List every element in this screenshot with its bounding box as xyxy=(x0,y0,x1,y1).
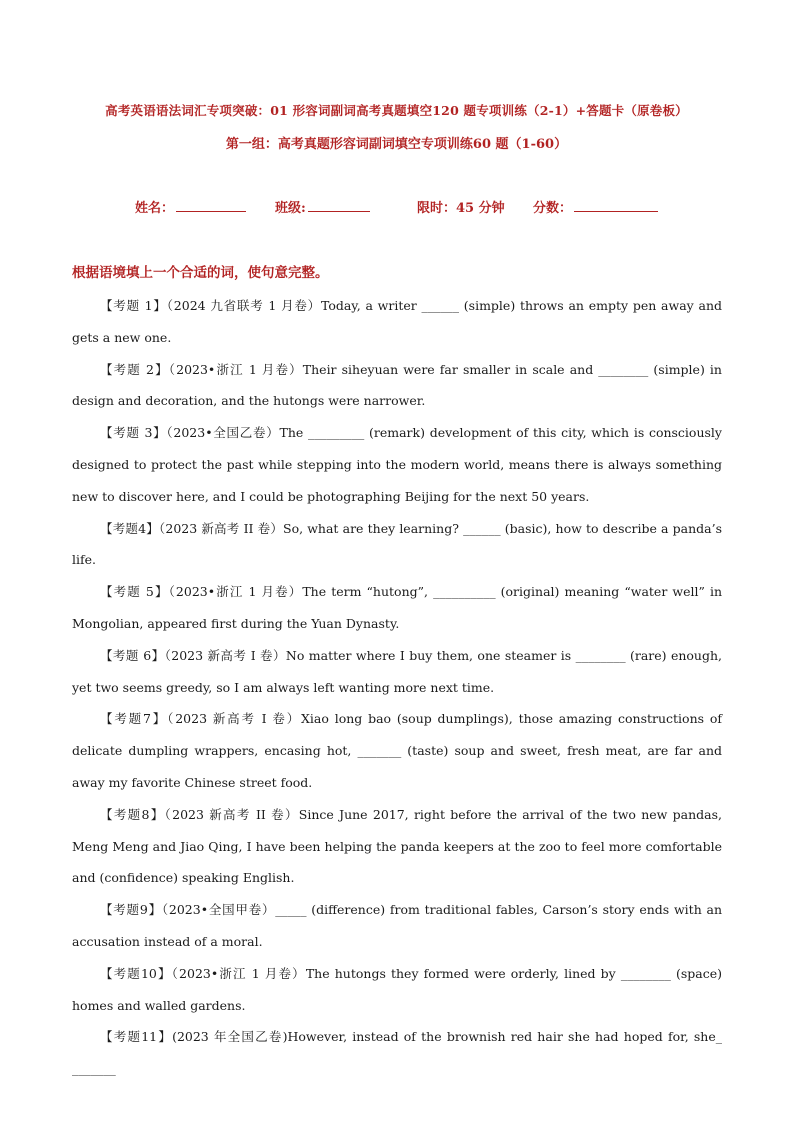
question-number: 【考题7】 xyxy=(100,711,168,727)
question-text: （2023•浙江 1 月卷）The term “hutong”, __________ (original) meaning “water well” in Mongolian, appeared first during the Yuan Dynasty. xyxy=(72,584,722,631)
question-text: （2023 新高考 II 卷）So, what are they learning? ______ (basic), how to describe a panda’s life. xyxy=(72,520,723,568)
student-info-row xyxy=(0,197,793,219)
question-number: 【考题 6】 xyxy=(100,647,165,663)
question-number: 【考题9】 xyxy=(100,902,162,918)
question-number: 【考题 1】 xyxy=(100,298,167,313)
question-number: 【考题8】 xyxy=(100,806,165,822)
question-text: （2023 新高考 II 卷）Since June 2017, right before the arrival of the two new pandas, Meng Meng and Jiao Qing, I have been helping the panda keepers at the zoo to feel more comfortable and (confidence) speaking English. xyxy=(72,806,723,886)
document-title: 高考英语语法词汇专项突破：01 形容词副词高考真题填空120 题专项训练（2-1）+答题卡（原卷板） xyxy=(105,103,688,118)
question-text: （2023•浙江 1 月卷）Their siheyuan were far smaller in scale and ________ (simple) in design and decoration, and the hutongs were narrower. xyxy=(72,361,722,409)
question-item xyxy=(72,894,722,958)
instruction-text: 根据语境填上一个合适的词，使句意完整。 xyxy=(72,265,329,281)
question-text: （2023 新高考 I 卷）No matter where I buy them, one steamer is ________ (rare) enough, yet two seems greedy, so I am always left wanting more next time. xyxy=(72,647,722,695)
question-number: 【考题 3】 xyxy=(100,425,167,441)
question-item xyxy=(72,640,722,704)
question-text: （2023•全国乙卷）The _________ (remark) development of this city, which is consciously designed to protect the past while stepping into the modern world, means there is always something new to discover here, and I could be photographing Beijing for the next 50 years. xyxy=(72,425,722,504)
question-item xyxy=(72,1021,722,1085)
document-subtitle: 第一组：高考真题形容词副词填空专项训练60 题（1-60） xyxy=(225,137,568,152)
score-label: 分数： xyxy=(533,201,573,216)
class-blank xyxy=(308,197,370,212)
question-list xyxy=(72,290,722,1085)
question-item xyxy=(72,513,722,577)
question-item xyxy=(72,703,722,798)
time-limit: 限时：45 分钟 xyxy=(417,201,505,216)
question-number: 【考题4】 xyxy=(100,520,159,536)
name-field xyxy=(135,197,246,216)
question-text: （2023•全国甲卷）_____ (difference) from traditional fables, Carson’s story ends with an accusation instead of a moral. xyxy=(72,902,722,949)
question-item xyxy=(72,799,722,894)
question-number: 【考题 5】 xyxy=(100,584,169,600)
question-item xyxy=(72,290,722,354)
question-number: 【考题11】 xyxy=(100,1029,173,1045)
question-number: 【考题10】 xyxy=(100,965,172,981)
class-field xyxy=(275,197,370,216)
question-item xyxy=(72,354,722,418)
question-item xyxy=(72,417,722,512)
question-text: （2023•浙江 1 月卷）The hutongs they formed were orderly, lined by ________ (space) homes and walled gardens. xyxy=(72,965,722,1013)
score-blank xyxy=(574,197,658,212)
question-item xyxy=(72,958,722,1022)
score-field xyxy=(533,197,658,216)
question-text: （2023 新高考 I 卷）Xiao long bao (soup dumplings), those amazing constructions of delicate dumpling wrappers, encasing hot, _______ (taste) soup and sweet, fresh meat, are far and away my favorite Chinese street food. xyxy=(72,711,723,790)
question-text: (2023 年全国乙卷)However, instead of the brownish red hair she had hoped for, she_ _______ xyxy=(72,1029,722,1077)
name-label: 姓名： xyxy=(135,201,175,216)
class-label: 班级: xyxy=(275,201,306,216)
question-text: （2024 九省联考 1 月卷）Today, a writer ______ (simple) throws an empty pen away and gets a new one. xyxy=(72,298,722,345)
question-item xyxy=(72,576,722,640)
question-number: 【考题 2】 xyxy=(100,361,169,377)
name-blank xyxy=(176,197,246,212)
